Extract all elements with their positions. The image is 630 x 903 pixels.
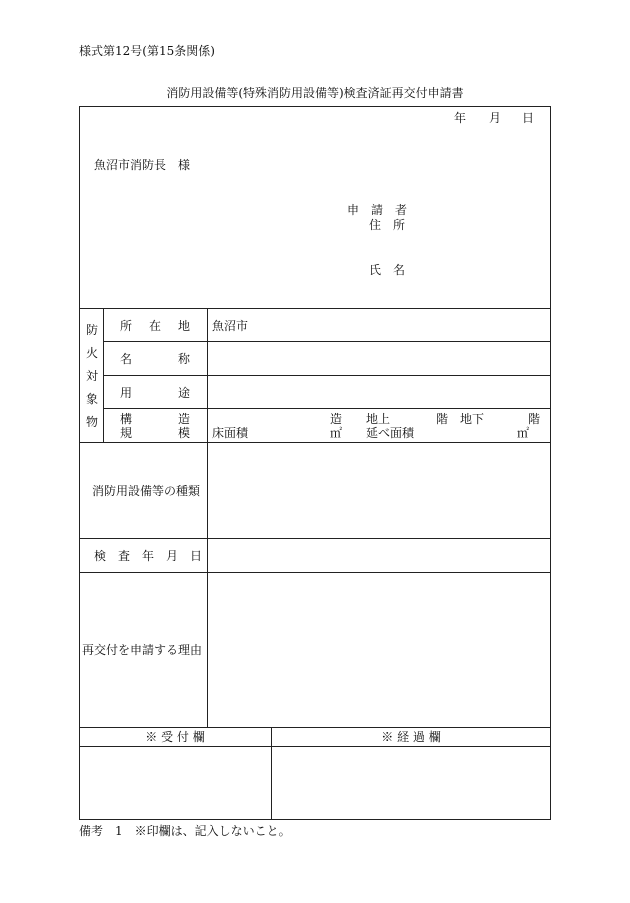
rule-after-use [103, 408, 551, 409]
rule-after-structure [79, 442, 551, 443]
total-floor-area-label: 延べ面積 [366, 426, 415, 440]
addressee: 魚沼市消防長 様 [94, 158, 191, 172]
rule-after-applicant [79, 308, 551, 309]
structure-label-char: 構 [120, 412, 133, 426]
applicant-address-label: 住 所 [369, 218, 406, 232]
rule-after-inspection [79, 572, 551, 573]
location-label-char: 地 [178, 319, 191, 333]
use-label-char: 途 [178, 386, 191, 400]
document-title: 消防用設備等(特殊消防用設備等)検査済証再交付申請書 [166, 86, 464, 100]
rule-after-location [103, 341, 551, 342]
above-ground-label: 地上 [366, 412, 391, 426]
location-label-char: 所 [120, 319, 133, 333]
equipment-type-label: 消防用設備等の種類 [92, 484, 201, 498]
rule-after-equipment [79, 538, 551, 539]
fire-object-char: 物 [86, 415, 99, 429]
use-label-char: 用 [120, 386, 133, 400]
receipt-column-label: ※ 受 付 欄 [145, 730, 205, 744]
fire-object-char: 対 [86, 369, 99, 383]
below-ground-label: 地下 [460, 412, 485, 426]
date-day: 日 [522, 111, 535, 125]
fire-object-char: 象 [86, 392, 99, 406]
progress-column-label: ※ 経 過 欄 [381, 730, 441, 744]
inspection-date-label: 検 査 年 月 日 [94, 549, 203, 563]
location-label-char: 在 [149, 319, 162, 333]
structure-suffix: 造 [330, 412, 343, 426]
total-floor-area-unit: ㎡ [517, 426, 530, 440]
floor-area-unit: ㎡ [330, 426, 343, 440]
rule-after-reason [79, 727, 551, 728]
location-value: 魚沼市 [212, 319, 249, 333]
scale-label-char: 模 [178, 426, 191, 440]
floor-area-label: 床面積 [212, 426, 249, 440]
form-number: 様式第12号(第15条関係) [79, 44, 215, 58]
name-label-char: 名 [120, 352, 133, 366]
rule-after-name [103, 375, 551, 376]
divider-label-column [207, 308, 208, 727]
name-label-char: 称 [178, 352, 191, 366]
divider-group-label [103, 308, 104, 442]
applicant-name-label: 氏 名 [369, 263, 406, 277]
fire-object-char: 火 [86, 346, 99, 360]
applicant-label: 申 請 者 [347, 203, 408, 217]
floors-above-unit: 階 [436, 412, 449, 426]
date-month: 月 [489, 111, 502, 125]
structure-label-char: 造 [178, 412, 191, 426]
scale-label-char: 規 [120, 426, 133, 440]
application-form-table [79, 106, 551, 820]
rule-after-reception-header [79, 746, 551, 747]
floors-below-unit: 階 [528, 412, 541, 426]
remarks: 備考 1 ※印欄は、記入しないこと。 [79, 824, 291, 838]
reissue-reason-label: 再交付を申請する理由 [82, 643, 203, 657]
date-year: 年 [454, 111, 467, 125]
fire-object-char: 防 [86, 323, 99, 337]
